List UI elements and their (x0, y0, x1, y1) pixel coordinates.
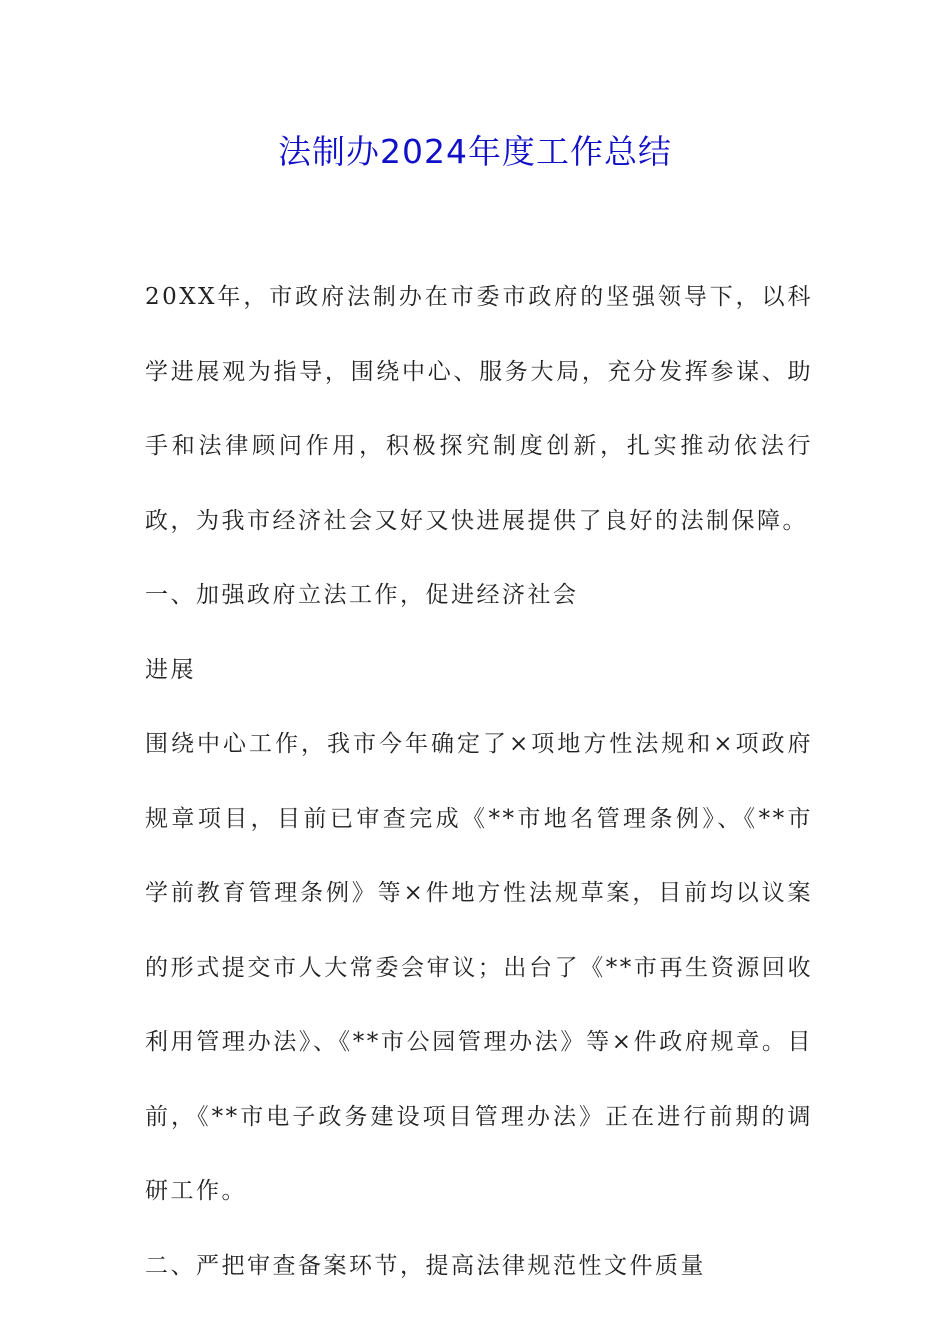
section-heading-1-continued: 进展 (145, 656, 196, 683)
section-heading-1: 一、加强政府立法工作，促进经济社会 (145, 582, 579, 608)
paragraph-intro: 20XX年，市政府法制办在市委市政府的坚强领导下，以科学进展观为指导，围绕中心、服务大局，充分发挥参谋、助手和法律顾问作用，积极探究制度创新，扎实推动依法行政，为我市经济社会又好又快进展提供了良好的法制保障。 (145, 284, 813, 534)
document-body (145, 260, 813, 1303)
paragraph-legislation: 围绕中心工作，我市今年确定了×项地方性法规和×项政府规章项目，目前已审查完成《**市地名管理条例》、《**市学前教育管理条例》等×件地方性法规草案，目前均以议案的形式提交市人大常委会审议；出台了《**市再生资源回收利用管理办法》、《**市公园管理办法》等×件政府规章。目前，《**市电子政务建设项目管理办法》正在进行前期的调研工作。 (145, 731, 813, 1204)
document-title: 法制办2024年度工作总结 (278, 132, 672, 171)
section-heading-2: 二、严把审查备案环节，提高法律规范性文件质量 (145, 1252, 706, 1279)
